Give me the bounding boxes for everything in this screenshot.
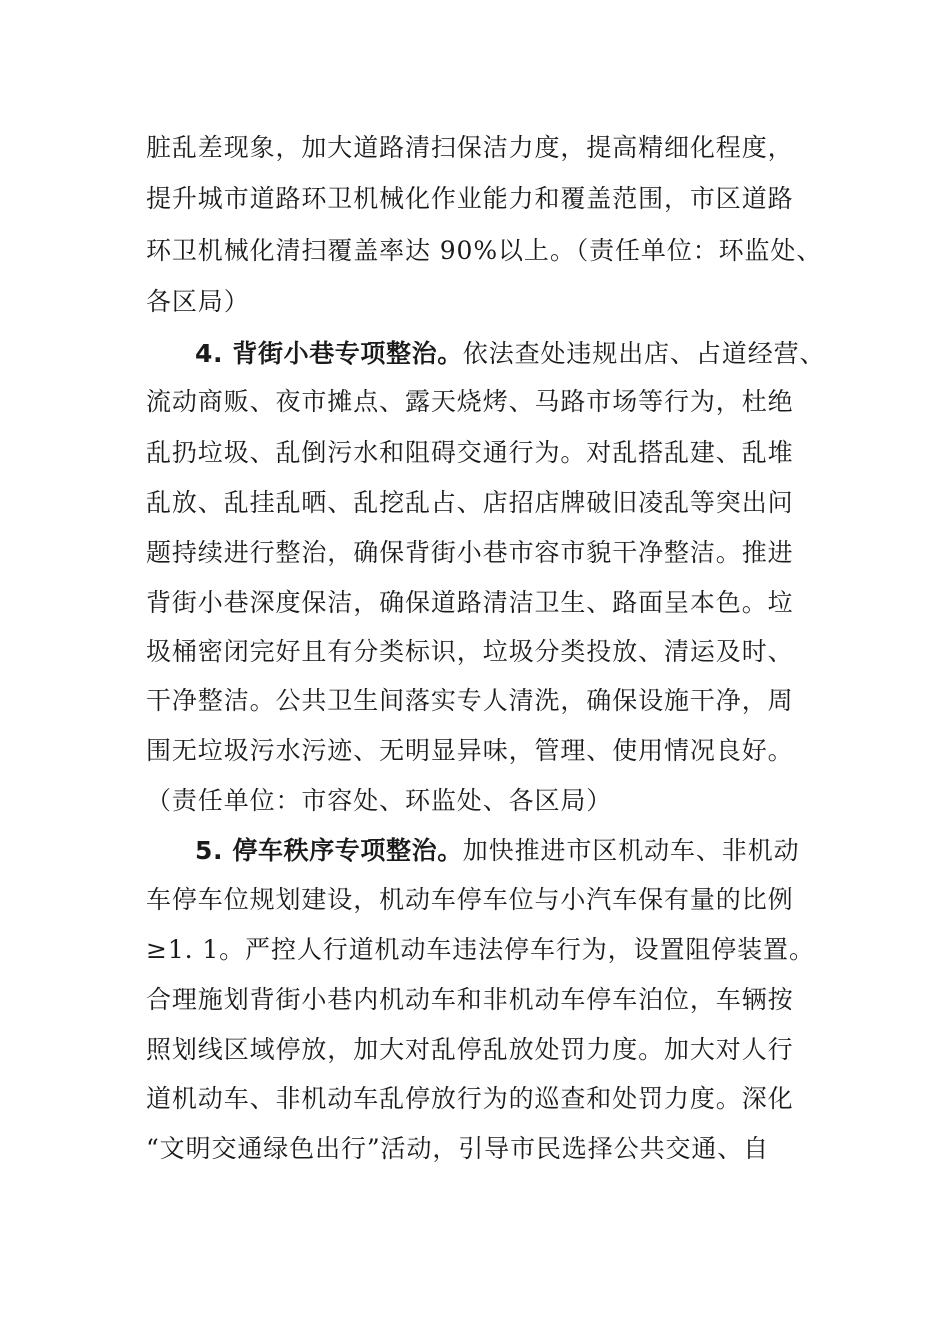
section-4-heading: 4. 背街小巷专项整治。 (195, 339, 463, 368)
paragraph-line: 乱扔垃圾、乱倒污水和阻碍交通行为。对乱搭乱建、乱堆 (146, 438, 794, 467)
paragraph-line: 环卫机械化清扫覆盖率达 90%以上。（责任单位：环监处、 (146, 236, 823, 265)
section-5-first-line (195, 836, 826, 866)
section-4-first-line (195, 339, 826, 369)
paragraph-line: 圾桶密闭完好且有分类标识，垃圾分类投放、清运及时、 (146, 637, 794, 666)
responsibility-note: （责任单位：市容处、环监处、各区局） (146, 786, 613, 815)
paragraph-line: 围无垃圾污水污迹、无明显异味，管理、使用情况良好。 (146, 736, 794, 765)
section-4-first-line-text: 依法查处违规出店、占道经营、 (462, 339, 826, 368)
paragraph-line: 合理施划背街小巷内机动车和非机动车停车泊位，车辆按 (146, 985, 794, 1014)
paragraph-line: 提升城市道路环卫机械化作业能力和覆盖范围，市区道路 (146, 184, 794, 213)
paragraph-line: “文明交通绿色出行”活动，引导市民选择公共交通、自 (146, 1134, 770, 1163)
paragraph-line: ≥1. 1。严控人行道机动车违法停车行为，设置阻停装置。 (146, 935, 815, 964)
paragraph-line: 乱放、乱挂乱晒、乱挖乱占、店招店牌破旧凌乱等突出问 (146, 488, 794, 517)
paragraph-line: 背街小巷深度保洁，确保道路清洁卫生、路面呈本色。垃 (146, 588, 794, 617)
paragraph-line: 照划线区域停放，加大对乱停乱放处罚力度。加大对人行 (146, 1035, 794, 1064)
paragraph-line: 题持续进行整治，确保背街小巷市容市貌干净整洁。推进 (146, 538, 794, 567)
paragraph-line: 流动商贩、夜市摊点、露天烧烤、马路市场等行为，杜绝 (146, 387, 794, 416)
paragraph-line: 干净整洁。公共卫生间落实专人清洗，确保设施干净，周 (146, 686, 794, 715)
section-5-heading: 5. 停车秩序专项整治。 (195, 836, 463, 865)
paragraph-line: 车停车位规划建设，机动车停车位与小汽车保有量的比例 (146, 885, 794, 914)
section-5-first-line-text: 加快推进市区机动车、非机动 (462, 836, 800, 865)
paragraph-line: 各区局） (146, 287, 250, 316)
paragraph-line: 道机动车、非机动车乱停放行为的巡查和处罚力度。深化 (146, 1084, 794, 1113)
paragraph-line: 脏乱差现象，加大道路清扫保洁力度，提高精细化程度， (146, 133, 794, 162)
